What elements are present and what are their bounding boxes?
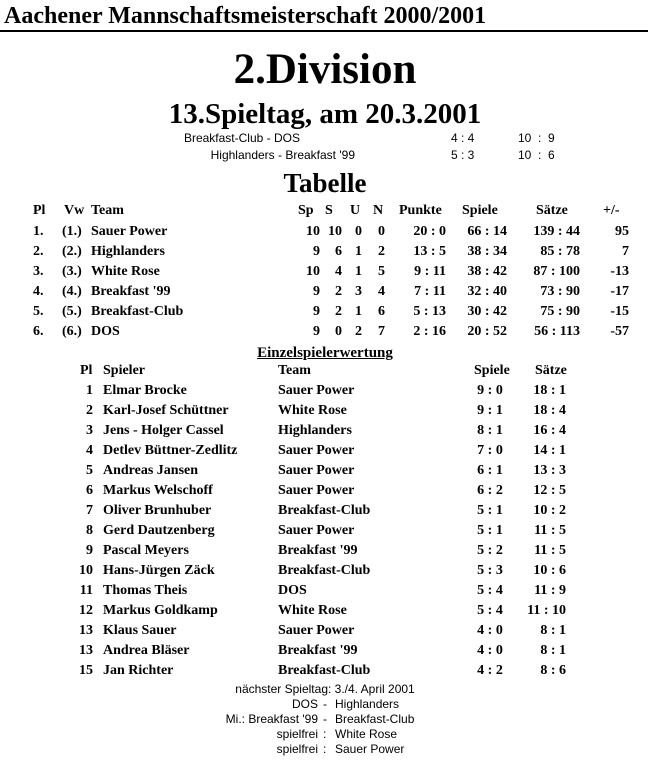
cell-pl: 3. <box>33 264 44 279</box>
header-spiele: Spiele <box>462 203 498 218</box>
cell-punkte: 13 : 5 <box>413 244 446 259</box>
cell-u: 2 <box>355 324 362 339</box>
player-row <box>0 561 650 581</box>
player-saetze: 10 : 2 <box>533 503 566 518</box>
player-saetze: 11 : 10 <box>527 603 566 618</box>
fixture-right: White Rose <box>335 727 398 741</box>
cell-sp: 9 <box>313 244 320 259</box>
fixture-separator: : <box>323 727 327 741</box>
fixture-left: DOS <box>291 697 318 711</box>
cell-s: 4 <box>335 264 342 279</box>
cell-diff: 7 <box>622 244 629 259</box>
cell-sp: 9 <box>313 304 320 319</box>
player-saetze: 18 : 4 <box>533 403 566 418</box>
header-punkte: Punkte <box>399 203 442 218</box>
standings-header-row <box>0 201 650 221</box>
player-name: Markus Goldkamp <box>103 603 218 618</box>
cell-team: Breakfast '99 <box>91 284 171 299</box>
cell-s: 6 <box>335 244 342 259</box>
player-name: Elmar Brocke <box>103 383 187 398</box>
player-saetze: 13 : 3 <box>533 463 566 478</box>
cell-s: 0 <box>335 324 342 339</box>
player-team: Sauer Power <box>278 523 355 538</box>
cell-saetze: 73 : 90 <box>540 284 580 299</box>
player-rank: 12 <box>79 603 93 618</box>
player-spiele: 6 : 1 <box>477 463 503 478</box>
player-row <box>0 421 650 441</box>
tabelle-title: Tabelle <box>283 168 367 198</box>
player-spiele: 4 : 0 <box>477 643 503 658</box>
player-row <box>0 461 650 481</box>
cell-s: 2 <box>335 304 342 319</box>
player-rank: 10 <box>79 563 93 578</box>
fixture-right: Breakfast-Club <box>335 712 415 726</box>
standings-row <box>0 282 650 302</box>
player-rank: 15 <box>79 663 93 678</box>
header-s: S <box>325 203 333 218</box>
player-team: Breakfast-Club <box>278 503 371 518</box>
player-spiele: 8 : 1 <box>477 423 503 438</box>
cell-vw: (1.) <box>62 224 82 239</box>
player-name: Klaus Sauer <box>103 623 177 638</box>
player-rank: 6 <box>86 483 93 498</box>
cell-sp: 10 <box>306 224 320 239</box>
fixture-separator: : <box>323 742 327 756</box>
cell-pl: 1. <box>33 224 44 239</box>
cell-pl: 6. <box>33 324 44 339</box>
player-header-row <box>0 361 650 381</box>
player-name: Thomas Theis <box>103 583 188 598</box>
player-name: Jan Richter <box>103 663 174 678</box>
player-header-saetze: Sätze <box>535 363 567 378</box>
player-spiele: 5 : 1 <box>477 523 503 538</box>
player-team: White Rose <box>278 403 347 418</box>
einzel-title-text: Einzelspielerwertung <box>257 345 393 361</box>
cell-spiele: 30 : 42 <box>467 304 507 319</box>
player-rank: 2 <box>86 403 93 418</box>
cell-diff: -15 <box>610 304 629 319</box>
player-row <box>0 441 650 461</box>
cell-s: 2 <box>335 284 342 299</box>
player-row <box>0 661 650 681</box>
cell-saetze: 87 : 100 <box>533 264 580 279</box>
player-header-team: Team <box>278 363 311 378</box>
player-team: DOS <box>278 583 307 598</box>
player-row <box>0 381 650 401</box>
standings-row <box>0 222 650 242</box>
cell-n: 2 <box>378 244 385 259</box>
cell-u: 1 <box>355 304 362 319</box>
player-row <box>0 601 650 621</box>
player-spiele: 4 : 2 <box>477 663 503 678</box>
cell-n: 6 <box>378 304 385 319</box>
player-team: Breakfast-Club <box>278 563 371 578</box>
match-sets: 10 : 6 <box>518 148 555 162</box>
fixture-separator: - <box>323 697 327 711</box>
cell-n: 5 <box>378 264 385 279</box>
player-header-spieler: Spieler <box>103 363 145 378</box>
cell-vw: (5.) <box>62 304 82 319</box>
einzel-title <box>0 343 650 363</box>
cell-vw: (2.) <box>62 244 82 259</box>
fixture-left: spielfrei <box>276 727 318 741</box>
player-team: Sauer Power <box>278 443 355 458</box>
player-spiele: 4 : 0 <box>477 623 503 638</box>
cell-spiele: 20 : 52 <box>467 324 507 339</box>
cell-saetze: 139 : 44 <box>533 224 580 239</box>
cell-spiele: 66 : 14 <box>467 224 507 239</box>
cell-punkte: 20 : 0 <box>413 224 446 239</box>
cell-diff: -13 <box>610 264 629 279</box>
player-saetze: 11 : 5 <box>534 523 566 538</box>
player-row <box>0 501 650 521</box>
cell-saetze: 75 : 90 <box>540 304 580 319</box>
match-games: 4 : 4 <box>451 131 475 145</box>
player-team: Breakfast '99 <box>278 543 358 558</box>
player-team: Breakfast-Club <box>278 663 371 678</box>
cell-team: DOS <box>91 324 120 339</box>
cell-n: 0 <box>378 224 385 239</box>
cell-team: Breakfast-Club <box>91 304 184 319</box>
player-spiele: 5 : 2 <box>477 543 503 558</box>
cell-punkte: 5 : 13 <box>413 304 446 319</box>
player-saetze: 18 : 1 <box>533 383 566 398</box>
player-name: Andreas Jansen <box>103 463 199 478</box>
cell-saetze: 85 : 78 <box>540 244 580 259</box>
player-saetze: 16 : 4 <box>533 423 566 438</box>
player-header-spiele: Spiele <box>474 363 510 378</box>
cell-u: 3 <box>355 284 362 299</box>
player-saetze: 8 : 1 <box>540 623 566 638</box>
player-name: Hans-Jürgen Zäck <box>103 563 215 578</box>
cell-spiele: 32 : 40 <box>467 284 507 299</box>
player-rank: 13 <box>79 643 93 658</box>
cell-n: 4 <box>378 284 385 299</box>
player-saetze: 10 : 6 <box>533 563 566 578</box>
player-row <box>0 401 650 421</box>
match-result-row <box>0 147 650 163</box>
match-pairing: Highlanders - Breakfast '99 <box>210 148 355 162</box>
player-row <box>0 621 650 641</box>
standings-row <box>0 262 650 282</box>
player-name: Pascal Meyers <box>103 543 189 558</box>
player-name: Oliver Brunhuber <box>103 503 212 518</box>
player-spiele: 9 : 0 <box>477 383 503 398</box>
player-name: Andrea Bläser <box>103 643 190 658</box>
player-spiele: 5 : 1 <box>477 503 503 518</box>
cell-vw: (6.) <box>62 324 82 339</box>
player-header-pl: Pl <box>80 363 93 378</box>
header-vw: Vw <box>64 203 85 218</box>
cell-vw: (3.) <box>62 264 82 279</box>
spieltag-title: 13.Spieltag, am 20.3.2001 <box>168 98 482 130</box>
player-team: Sauer Power <box>278 463 355 478</box>
standings-row <box>0 322 650 342</box>
cell-sp: 9 <box>313 284 320 299</box>
next-matchday-date: nächster Spieltag: 3./4. April 2001 <box>235 682 415 696</box>
player-team: White Rose <box>278 603 347 618</box>
header-diff: +/- <box>603 203 620 218</box>
cell-pl: 4. <box>33 284 44 299</box>
match-games: 5 : 3 <box>451 148 475 162</box>
player-spiele: 5 : 3 <box>477 563 503 578</box>
player-rank: 13 <box>79 623 93 638</box>
player-saetze: 8 : 6 <box>540 663 566 678</box>
cell-s: 10 <box>328 224 342 239</box>
player-rank: 3 <box>86 423 93 438</box>
cell-pl: 2. <box>33 244 44 259</box>
header-team: Team <box>91 203 124 218</box>
cell-sp: 10 <box>306 264 320 279</box>
cell-pl: 5. <box>33 304 44 319</box>
cell-u: 0 <box>355 224 362 239</box>
cell-team: White Rose <box>91 264 160 279</box>
cell-vw: (4.) <box>62 284 82 299</box>
fixture-left: Mi.: Breakfast '99 <box>225 712 318 726</box>
header-u: U <box>350 203 361 218</box>
match-result-row <box>0 130 650 146</box>
header-sp: Sp <box>298 203 314 218</box>
cell-diff: -57 <box>610 324 629 339</box>
standings-row <box>0 242 650 262</box>
player-row <box>0 541 650 561</box>
player-name: Markus Welschoff <box>103 483 213 498</box>
player-name: Gerd Dautzenberg <box>103 523 215 538</box>
cell-spiele: 38 : 34 <box>467 244 507 259</box>
player-team: Breakfast '99 <box>278 643 358 658</box>
player-rank: 1 <box>86 383 93 398</box>
player-spiele: 7 : 0 <box>477 443 503 458</box>
main-title: Aachener Mannschaftsmeisterschaft 2000/2001 <box>0 2 648 32</box>
player-team: Sauer Power <box>278 483 355 498</box>
fixture-left: spielfrei <box>276 742 318 756</box>
player-spiele: 5 : 4 <box>477 583 503 598</box>
cell-punkte: 2 : 16 <box>413 324 446 339</box>
header-n: N <box>373 203 384 218</box>
player-rank: 11 <box>79 583 93 598</box>
cell-punkte: 7 : 11 <box>414 284 446 299</box>
player-rank: 7 <box>86 503 93 518</box>
player-rank: 5 <box>86 463 93 478</box>
cell-spiele: 38 : 42 <box>467 264 507 279</box>
division-title: 2.Division <box>233 46 417 93</box>
player-name: Karl-Josef Schüttner <box>103 403 229 418</box>
player-row <box>0 521 650 541</box>
header-pl: Pl <box>33 203 46 218</box>
header-saetze: Sätze <box>536 203 568 218</box>
player-row <box>0 481 650 501</box>
player-row <box>0 641 650 661</box>
player-spiele: 6 : 2 <box>477 483 503 498</box>
cell-saetze: 56 : 113 <box>534 324 580 339</box>
player-team: Sauer Power <box>278 383 355 398</box>
cell-u: 1 <box>355 244 362 259</box>
cell-u: 1 <box>355 264 362 279</box>
standings-row <box>0 302 650 322</box>
player-saetze: 14 : 1 <box>533 443 566 458</box>
cell-punkte: 9 : 11 <box>414 264 446 279</box>
player-saetze: 11 : 5 <box>534 543 566 558</box>
cell-sp: 9 <box>313 324 320 339</box>
cell-diff: -17 <box>610 284 629 299</box>
player-rank: 8 <box>86 523 93 538</box>
player-saetze: 11 : 9 <box>534 583 566 598</box>
cell-team: Highlanders <box>91 244 165 259</box>
player-rank: 4 <box>86 443 93 458</box>
player-row <box>0 581 650 601</box>
player-team: Highlanders <box>278 423 352 438</box>
fixture-right: Sauer Power <box>335 742 405 756</box>
player-rank: 9 <box>86 543 93 558</box>
cell-n: 7 <box>378 324 385 339</box>
player-name: Jens - Holger Cassel <box>103 423 224 438</box>
player-spiele: 9 : 1 <box>477 403 503 418</box>
player-saetze: 12 : 5 <box>533 483 566 498</box>
player-spiele: 5 : 4 <box>477 603 503 618</box>
cell-team: Sauer Power <box>91 224 168 239</box>
player-name: Detlev Büttner-Zedlitz <box>103 443 238 458</box>
fixture-right: Highlanders <box>335 697 400 711</box>
match-sets: 10 : 9 <box>518 131 555 145</box>
player-team: Sauer Power <box>278 623 355 638</box>
cell-diff: 95 <box>615 224 629 239</box>
player-saetze: 8 : 1 <box>540 643 566 658</box>
match-pairing: Breakfast-Club - DOS <box>183 131 300 145</box>
fixture-separator: - <box>323 712 327 726</box>
